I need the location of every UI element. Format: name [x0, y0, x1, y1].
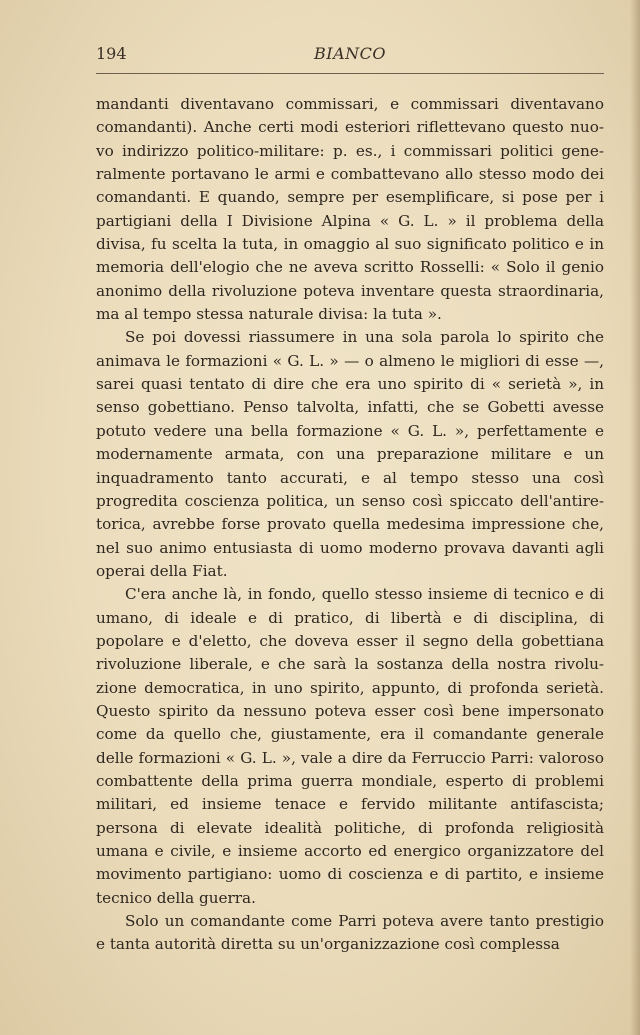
page-number: 194	[96, 44, 127, 63]
paragraph-4: Solo un comandante come Parri poteva avere tanto prestigio e tanta autorità diretta su un'organizzazione così complessa	[96, 912, 604, 954]
paragraph-1: mandanti diventavano commissari, e commissari diventavano comandanti). Anche certi modi esteriori riflettevano questo nuovo indirizzo politico-militare: p. es., i commissari politici generalmente portavano le armi e combattevano allo stesso modo dei comandanti. E quando, sempre per esemplificare, si pose per i partigiani della I Divisione Alpina « G. L. » il problema della divisa, fu scelta la tuta, in omaggio al suo significato politico e in memoria dell'elogio che ne aveva scritto Rosselli: « Solo il genio anonimo della rivoluzione poteva inventare questa straordinaria, ma al tempo stessa naturale divisa: la tuta ».	[96, 95, 604, 324]
body-text	[96, 93, 604, 957]
header-rule	[96, 73, 604, 74]
paragraph-3: C'era anche là, in fondo, quello stesso insieme di tecnico e di umano, di ideale e di pratico, di libertà e di disciplina, di popolare e d'eletto, che doveva esser il segno della gobettiana rivoluzione liberale, e che sarà la sostanza della nostra rivoluzione democratica, in uno spirito, appunto, di profonda serietà. Questo spirito da nessuno poteva esser così bene impersonato come da quello che, giustamente, era il comandante generale delle formazioni « G. L. », vale a dire da Ferruccio Parri: valoroso combattente della prima guerra mondiale, esperto di problemi militari, ed insieme tenace e fervido militante antifascista; persona di elevate idealità politiche, di profonda religiosità umana e civile, e insieme accorto ed energico organizzatore del movimento partigiano: uomo di coscienza e di partito, e insieme tecnico della guerra.	[96, 585, 604, 907]
page-edge-shadow	[630, 0, 640, 1035]
running-head	[96, 44, 604, 68]
running-title: BIANCO	[314, 44, 386, 63]
paragraph-2: Se poi dovessi riassumere in una sola parola lo spirito che animava le formazioni « G. L. » — o almeno le migliori di esse —, sarei quasi tentato di dire che era uno spirito di « serietà », in senso gobettiano. Penso talvolta, infatti, che se Gobetti avesse potuto vedere una bella formazione « G. L. », perfettamente e modernamente armata, con una preparazione militare e un inquadramento tanto accurati, e al tempo stesso una così progredita coscienza politica, un senso così spiccato dell'antiretorica, avrebbe forse provato quella medesima impressione che, nel suo animo entusiasta di uomo moderno provava davanti agli operai della Fiat.	[96, 328, 604, 580]
